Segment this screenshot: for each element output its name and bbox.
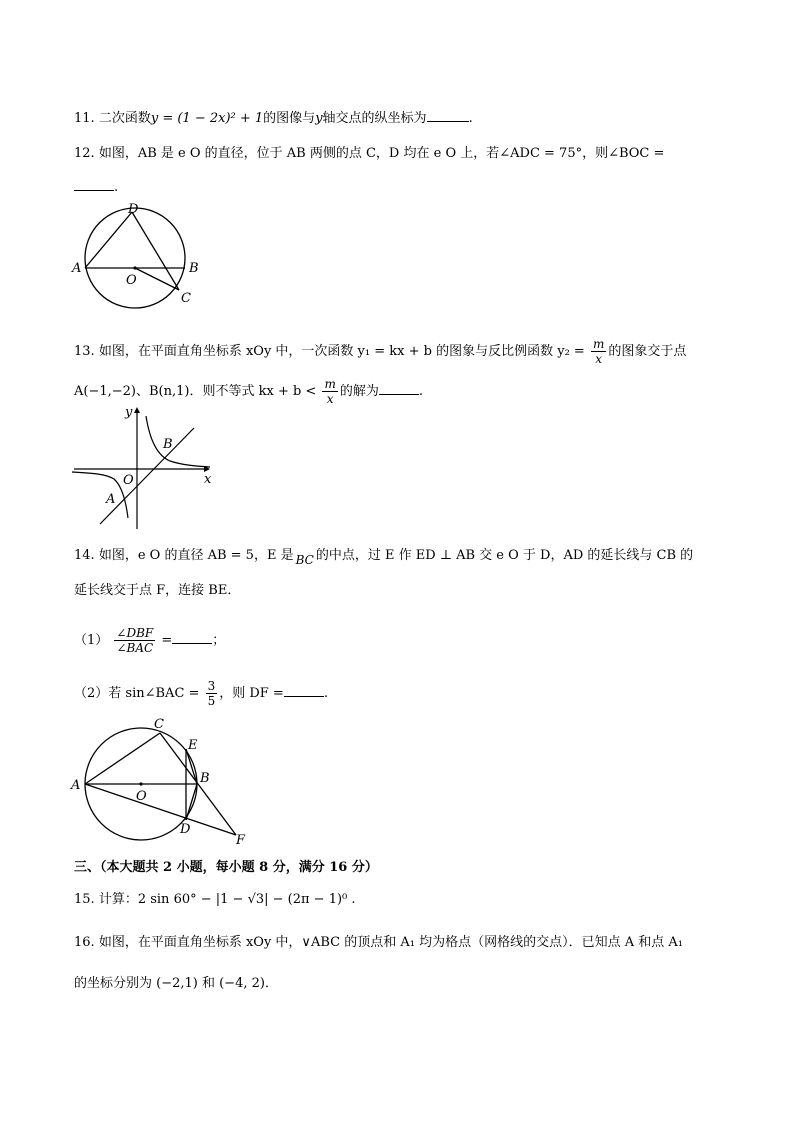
segment-be	[186, 749, 197, 784]
figure-12-circle	[70, 200, 210, 310]
segment-ac	[85, 733, 160, 784]
question-text: 延长线交于点 F，连接 BE．	[74, 583, 241, 598]
question-14-line2	[74, 582, 240, 600]
hyperbola-branch-2	[72, 472, 128, 518]
question-14-part1	[74, 626, 225, 655]
punctuation: .	[323, 686, 328, 701]
question-16-line2	[74, 975, 278, 993]
label-c: C	[181, 291, 191, 306]
question-number: 13.	[74, 344, 95, 359]
subquestion-label: （1）	[74, 633, 109, 648]
question-14	[74, 546, 693, 565]
question-text: 的图象交于点	[608, 344, 687, 359]
question-text: 轴交点的纵坐标为	[322, 111, 427, 126]
question-text: 的中点，过 E 作 ED ⊥ AB 交 e O 于 D，AD 的延长线与 CB 的	[315, 548, 694, 563]
segment-ad	[85, 212, 132, 268]
figure-13-graph	[70, 402, 220, 532]
label-d: D	[128, 202, 139, 217]
question-text: 计算：2 sin 60° − |1 − √3| − (2π − 1)⁰ .	[98, 892, 356, 907]
question-number: 14.	[74, 548, 95, 563]
center-point	[139, 782, 142, 785]
question-number: 11.	[74, 111, 95, 126]
section-title: 三、（本大题共 2 小题，每小题 8 分，满分 16 分）	[74, 860, 378, 875]
label-a: A	[71, 778, 81, 793]
answer-blank	[379, 382, 419, 395]
question-text: 如图，在平面直角坐标系 xOy 中，一次函数 y₁ = kx + b 的图象与反比例函数 y₂ =	[98, 344, 585, 359]
label-o: O	[123, 473, 134, 488]
question-text: 的坐标分别为 (−2,1) 和 (−4, 2)．	[74, 976, 278, 991]
question-11	[74, 109, 473, 128]
arc-bc: BC	[295, 553, 314, 567]
label-x: x	[204, 472, 212, 487]
answer-blank	[427, 109, 469, 122]
label-e: E	[188, 738, 198, 753]
question-12	[74, 145, 664, 163]
label-o: O	[126, 273, 137, 288]
equals: =	[161, 633, 173, 648]
punctuation: .	[418, 384, 423, 399]
question-16	[74, 934, 683, 952]
label-c: C	[154, 717, 164, 732]
y-axis-arrow	[134, 407, 140, 413]
question-number: 15.	[74, 892, 95, 907]
punctuation: .	[468, 111, 473, 126]
fraction-m-over-x: $\frac{m}{x}$	[324, 377, 336, 406]
label-y: y	[125, 405, 133, 420]
question-14-part2	[74, 679, 328, 708]
fraction-m-over-x: $\frac{m}{x}$	[592, 337, 605, 366]
label-b: B	[200, 771, 210, 786]
line-y1	[100, 428, 194, 524]
label-a: A	[72, 261, 82, 276]
label-b: B	[163, 437, 173, 452]
question-text: 的解为	[339, 384, 379, 399]
punctuation: .	[114, 180, 119, 195]
label-f: F	[236, 833, 246, 846]
question-15	[74, 891, 356, 909]
axis-name: y	[315, 111, 323, 126]
question-text: （2）若 sin∠BAC =	[74, 686, 200, 701]
circle-o	[85, 208, 185, 308]
math-expression: y = (1 − 2x)² + 1	[150, 111, 264, 126]
fraction-three-fifths: $\frac{3}{5}$	[207, 679, 216, 708]
question-text: 如图，在平面直角坐标系 xOy 中，∨ABC 的顶点和 A₁ 均为格点（网格线的交点）．已知点 A 和点 A₁	[98, 935, 683, 950]
question-text: 如图，AB 是 e O 的直径，位于 AB 两侧的点 C，D 均在 e O 上，若∠ADC = 75°，则∠BOC =	[98, 146, 665, 161]
section-3-heading	[74, 859, 378, 877]
question-text: A(−1,−2)、B(n,1)．则不等式 kx + b <	[74, 384, 317, 399]
segment-bd	[186, 784, 197, 820]
question-number: 16.	[74, 935, 95, 950]
label-b: B	[189, 261, 199, 276]
question-text: ，则 DF =	[219, 686, 284, 701]
hyperbola-branch-1	[146, 416, 210, 467]
figure-14-circle	[68, 714, 258, 846]
question-text: 的图像与	[263, 111, 316, 126]
segment-af	[85, 784, 236, 835]
label-o: O	[136, 789, 147, 804]
question-12-answer	[74, 178, 118, 197]
question-text: 二次函数	[98, 111, 151, 126]
label-d: D	[180, 822, 191, 837]
answer-blank	[74, 178, 114, 191]
answer-blank	[284, 684, 324, 697]
answer-blank	[172, 631, 212, 644]
punctuation: ；	[212, 633, 226, 648]
question-text: 如图，e O 的直径 AB = 5，E 是	[98, 548, 294, 563]
label-a: A	[106, 492, 116, 507]
question-13	[74, 337, 686, 366]
question-number: 12.	[74, 146, 95, 161]
center-point	[133, 266, 136, 269]
fraction-angles: $\frac{\text{∠DBF}}{\text{∠BAC}}$	[116, 626, 154, 655]
